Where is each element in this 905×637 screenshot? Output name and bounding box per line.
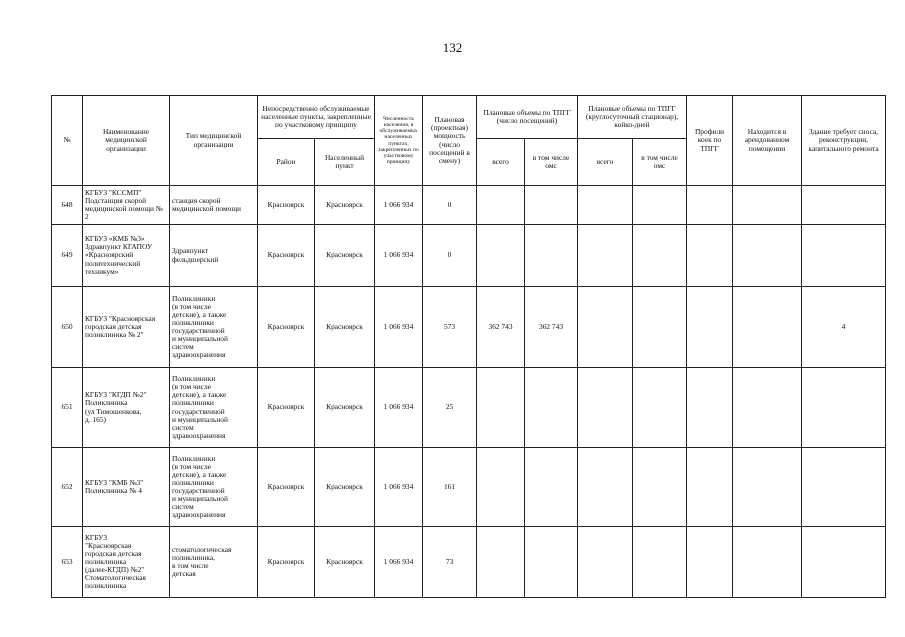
cell-capacity: 573: [423, 287, 477, 368]
cell-number: 648: [52, 186, 83, 225]
cell-population: 1 066 934: [375, 287, 423, 368]
col-header-beds-total: всего: [578, 139, 633, 186]
cell-beds-oms: [633, 368, 687, 448]
cell-capacity: 25: [423, 368, 477, 448]
col-header-beds-plan: Плановые объемы по ТПГГ (круглосуточный стационар), койко-дней: [578, 96, 687, 139]
cell-beds-total: [578, 225, 633, 287]
cell-visits-total: [477, 368, 525, 448]
page-number: 132: [442, 40, 463, 55]
cell-beds-total: [578, 448, 633, 527]
col-header-visits-oms: в том числе омс: [525, 139, 578, 186]
cell-org-name: КГБУЗ "Красноярская городская детская поликлиника (далее-КГДП) №2" Стоматологическая поликлиника: [83, 527, 170, 598]
table-row: [52, 527, 886, 598]
cell-number: 651: [52, 368, 83, 448]
cell-number: 649: [52, 225, 83, 287]
col-header-district: Район: [258, 139, 315, 186]
cell-population: 1 066 934: [375, 225, 423, 287]
cell-visits-total: [477, 448, 525, 527]
header-row-top: [52, 96, 886, 139]
cell-beds-total: [578, 287, 633, 368]
cell-building: [802, 368, 886, 448]
cell-visits-total: 362 743: [477, 287, 525, 368]
cell-settlement: Красноярск: [315, 186, 375, 225]
cell-capacity: 161: [423, 448, 477, 527]
cell-visits-oms: [525, 527, 578, 598]
table-row: [52, 368, 886, 448]
cell-rented: [733, 186, 802, 225]
col-header-org-name: Наименование медицинской организации: [83, 96, 170, 186]
cell-population: 1 066 934: [375, 186, 423, 225]
cell-rented: [733, 448, 802, 527]
cell-rented: [733, 527, 802, 598]
cell-building: [802, 225, 886, 287]
cell-visits-oms: [525, 368, 578, 448]
col-header-served-points: Непосредственно обслуживаемые населенные пункты, закрепленные по участковому принципу: [258, 96, 375, 139]
cell-number: 652: [52, 448, 83, 527]
cell-profiles: [687, 368, 733, 448]
cell-number: 653: [52, 527, 83, 598]
cell-beds-total: [578, 186, 633, 225]
cell-settlement: Красноярск: [315, 368, 375, 448]
cell-org-type: Здравпункт фельдшерский: [170, 225, 258, 287]
cell-org-type: стоматологическая поликлиника, в том числе детская: [170, 527, 258, 598]
col-header-population: Численность населения, в обслуживаемых населенных пунктах, закрепленных по участковому принципу: [375, 96, 423, 186]
cell-profiles: [687, 448, 733, 527]
cell-settlement: Красноярск: [315, 448, 375, 527]
cell-rented: [733, 287, 802, 368]
table-row: [52, 287, 886, 368]
cell-org-name: КГБУЗ «КМБ №3» Здравпункт КГАПОУ «Красноярский политехнический техникум»: [83, 225, 170, 287]
cell-population: 1 066 934: [375, 527, 423, 598]
cell-org-name: КГБУЗ "КССМП" Подстанция скорой медицинской помощи № 2: [83, 186, 170, 225]
cell-building: [802, 527, 886, 598]
cell-visits-total: [477, 225, 525, 287]
cell-org-type: Поликлиники (в том числе детские), а также поликлиники государственной и муниципальной систем здравоохранения: [170, 448, 258, 527]
registry-table: [51, 95, 886, 598]
cell-visits-oms: [525, 448, 578, 527]
cell-building: 4: [802, 287, 886, 368]
cell-beds-oms: [633, 448, 687, 527]
cell-rented: [733, 368, 802, 448]
cell-district: Красноярск: [258, 186, 315, 225]
cell-visits-oms: [525, 225, 578, 287]
cell-building: [802, 448, 886, 527]
cell-visits-total: [477, 186, 525, 225]
cell-beds-total: [578, 527, 633, 598]
cell-district: Красноярск: [258, 368, 315, 448]
cell-profiles: [687, 527, 733, 598]
cell-org-type: Поликлиники (в том числе детские), а также поликлиники государственной и муниципальной систем здравоохранения: [170, 287, 258, 368]
col-header-beds-oms: в том числе омс: [633, 139, 687, 186]
cell-beds-oms: [633, 527, 687, 598]
cell-capacity: 0: [423, 186, 477, 225]
cell-population: 1 066 934: [375, 368, 423, 448]
cell-beds-oms: [633, 225, 687, 287]
cell-district: Красноярск: [258, 225, 315, 287]
cell-district: Красноярск: [258, 527, 315, 598]
cell-beds-total: [578, 368, 633, 448]
cell-org-type: Поликлиники (в том числе детские), а также поликлиники государственной и муниципальной систем здравоохранения: [170, 368, 258, 448]
col-header-rented: Находится в арендованном помещении: [733, 96, 802, 186]
cell-visits-total: [477, 527, 525, 598]
cell-settlement: Красноярск: [315, 527, 375, 598]
cell-settlement: Красноярск: [315, 287, 375, 368]
cell-district: Красноярск: [258, 287, 315, 368]
cell-profiles: [687, 225, 733, 287]
cell-beds-oms: [633, 287, 687, 368]
cell-beds-oms: [633, 186, 687, 225]
cell-visits-oms: [525, 186, 578, 225]
col-header-visits-total: всего: [477, 139, 525, 186]
cell-profiles: [687, 186, 733, 225]
cell-org-name: КГБУЗ "КМБ №3" Поликлиника № 4: [83, 448, 170, 527]
col-header-org-type: Тип медицинской организации: [170, 96, 258, 186]
cell-org-name: КГБУЗ "КГДП №2" Поликлиника (ул Тимошенкова, д. 165): [83, 368, 170, 448]
col-header-number: №: [52, 96, 83, 186]
cell-settlement: Красноярск: [315, 225, 375, 287]
col-header-settlement: Населенный пункт: [315, 139, 375, 186]
col-header-building: Здание требует сноса, реконструкции, капитального ремонта: [802, 96, 886, 186]
col-header-capacity: Плановая (проектная) мощность (число посещений в смену): [423, 96, 477, 186]
cell-building: [802, 186, 886, 225]
cell-number: 650: [52, 287, 83, 368]
cell-population: 1 066 934: [375, 448, 423, 527]
cell-capacity: 0: [423, 225, 477, 287]
cell-org-name: КГБУЗ "Красноярская городская детская поликлиника № 2": [83, 287, 170, 368]
table-row: [52, 225, 886, 287]
cell-profiles: [687, 287, 733, 368]
cell-org-type: станция скорой медицинской помощи: [170, 186, 258, 225]
table-row: [52, 186, 886, 225]
col-header-profiles: Профили коек по ТПГГ: [687, 96, 733, 186]
cell-capacity: 73: [423, 527, 477, 598]
table-row: [52, 448, 886, 527]
cell-district: Красноярск: [258, 448, 315, 527]
col-header-visits-plan: Плановые объемы по ТПГГ (число посещений): [477, 96, 578, 139]
cell-visits-oms: 362 743: [525, 287, 578, 368]
cell-rented: [733, 225, 802, 287]
